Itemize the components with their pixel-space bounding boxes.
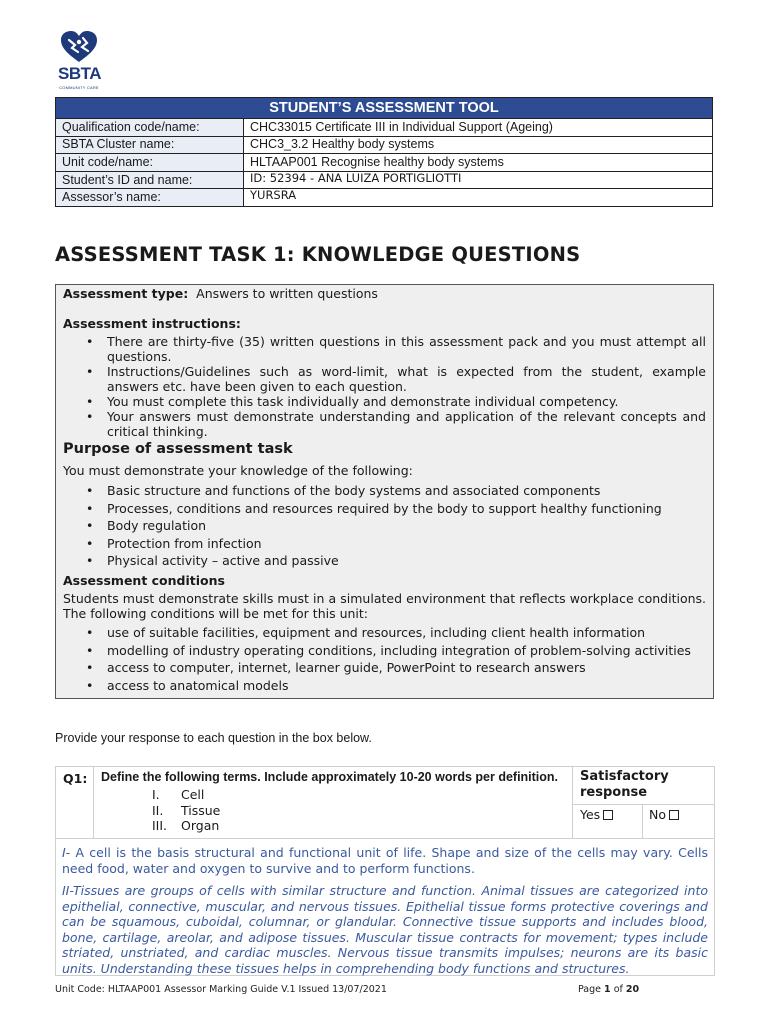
answer-text: A cell is the basis structural and functional unit of life. Shape and size of the cells may vary. Cells need food, water and oxygen to survive and to perform functions. [62,845,708,876]
assessment-info-box [55,284,714,699]
row-value: HLTAAP001 Recognise healthy body systems [244,154,713,172]
row-label: Student’s ID and name: [56,171,244,189]
task-title: ASSESSMENT TASK 1: KNOWLEDGE QUESTIONS [55,243,581,266]
table-row [56,119,713,137]
logo-text: SBTA [58,64,102,83]
divider [572,766,573,838]
no-option[interactable] [649,807,679,822]
instructions-list [63,334,706,439]
list-item: • modelling of industry operating conditions, including integration of problem-solving activities [63,642,706,660]
satisfactory-response-label: Satisfactory response [580,769,669,800]
question-number: Q1: [63,771,88,786]
divider [572,804,715,805]
answer-tissue[interactable]: II-Tissues are groups of cells with similar structure and function. Animal tissues are categorized into epithelial, connective, muscular, and nervous tissues. Epithelial tissue forms protective coverings and can be squamous, cuboidal, columnar, or glandular. Connective tissue supports and includes blood, bone, cartilage, areolar, and adipose tissues. Muscular tissue contracts for movement; types include striated, unstriated, and cardiac muscles. Nervous tissue transmits impulses; neurons are its basic units. Understanding these tissues helps in comprehending body functions and structures. [62,883,708,976]
row-value: CHC3_3.2 Healthy body systems [244,136,713,154]
provide-response-text: Provide your response to each question in the box below. [55,731,372,745]
row-label: SBTA Cluster name: [56,136,244,154]
purpose-intro: You must demonstrate your knowledge of the following: [63,463,413,478]
question-terms-list [152,787,220,834]
list-item: • You must complete this task individually and demonstrate individual competency. [63,394,706,409]
assessment-type-label: Assessment type: [63,286,189,301]
divider [55,838,715,839]
list-item: I. Cell [152,787,205,802]
row-label: Qualification code/name: [56,119,244,137]
table-row [56,136,713,154]
answer-cell[interactable] [62,845,708,876]
row-value: CHC33015 Certificate III in Individual Support (Ageing) [244,119,713,137]
list-item: • Body regulation [63,517,706,535]
list-item: II. Tissue [152,802,221,818]
row-value: ID: 52394 - ANA LUIZA PORTIGLIOTTI [244,171,713,189]
table-row [56,189,713,207]
divider [93,766,94,838]
assessment-type-value: Answers to written questions [196,286,378,301]
conditions-list [63,624,706,694]
assessment-type [63,286,706,301]
list-item: • Instructions/Guidelines such as word-limit, what is expected from the student, example answers etc. have been given to each question. [63,364,706,394]
table-row [56,154,713,172]
list-item: • Physical activity – active and passive [63,552,706,570]
no-label: No [649,807,666,822]
list-item: • access to computer, internet, learner guide, PowerPoint to research answers [63,659,706,677]
table-row [56,171,713,189]
yes-option[interactable] [580,807,613,822]
list-item: • access to anatomical models [63,677,706,695]
conditions-intro: Students must demonstrate skills must in a simulated environment that reflects workplace conditions. The following conditions will be met for this unit: [63,591,706,621]
yes-checkbox[interactable] [603,810,613,820]
divider [642,804,643,838]
row-label: Unit code/name: [56,154,244,172]
yes-label: Yes [580,807,601,822]
no-checkbox[interactable] [669,810,679,820]
conditions-heading: Assessment conditions [63,573,225,588]
student-assessment-tool-table [55,97,713,207]
purpose-list [63,482,706,570]
footer-unit-code: Unit Code: HLTAAP001 Assessor Marking Guide V.1 Issued 13/07/2021 [55,984,387,995]
list-item: • Basic structure and functions of the body systems and associated components [63,482,706,500]
logo-subtext: COMMUNITY CARE [59,85,99,90]
answer-prefix: I- [62,845,71,860]
footer-page-number: Page 1 of 20 [578,984,640,995]
list-item: • use of suitable facilities, equipment and resources, including client health information [63,624,706,642]
list-item: III. Organ [152,818,220,833]
row-value: YURSRA [244,189,713,207]
list-item: • Your answers must demonstrate understanding and application of the relevant concepts and critical thinking. [63,409,706,439]
question-text: Define the following terms. Include approximately 10-20 words per definition. [101,770,559,784]
list-item: • There are thirty-five (35) written questions in this assessment pack and you must attempt all questions. [63,334,706,364]
list-item: • Protection from infection [63,535,706,553]
instructions-heading: Assessment instructions: [63,316,241,331]
row-label: Assessor’s name: [56,189,244,207]
list-item: • Processes, conditions and resources required by the body to support healthy functioning [63,500,706,518]
table-title: STUDENT’S ASSESSMENT TOOL [56,98,713,119]
purpose-heading: Purpose of assessment task [63,441,293,457]
